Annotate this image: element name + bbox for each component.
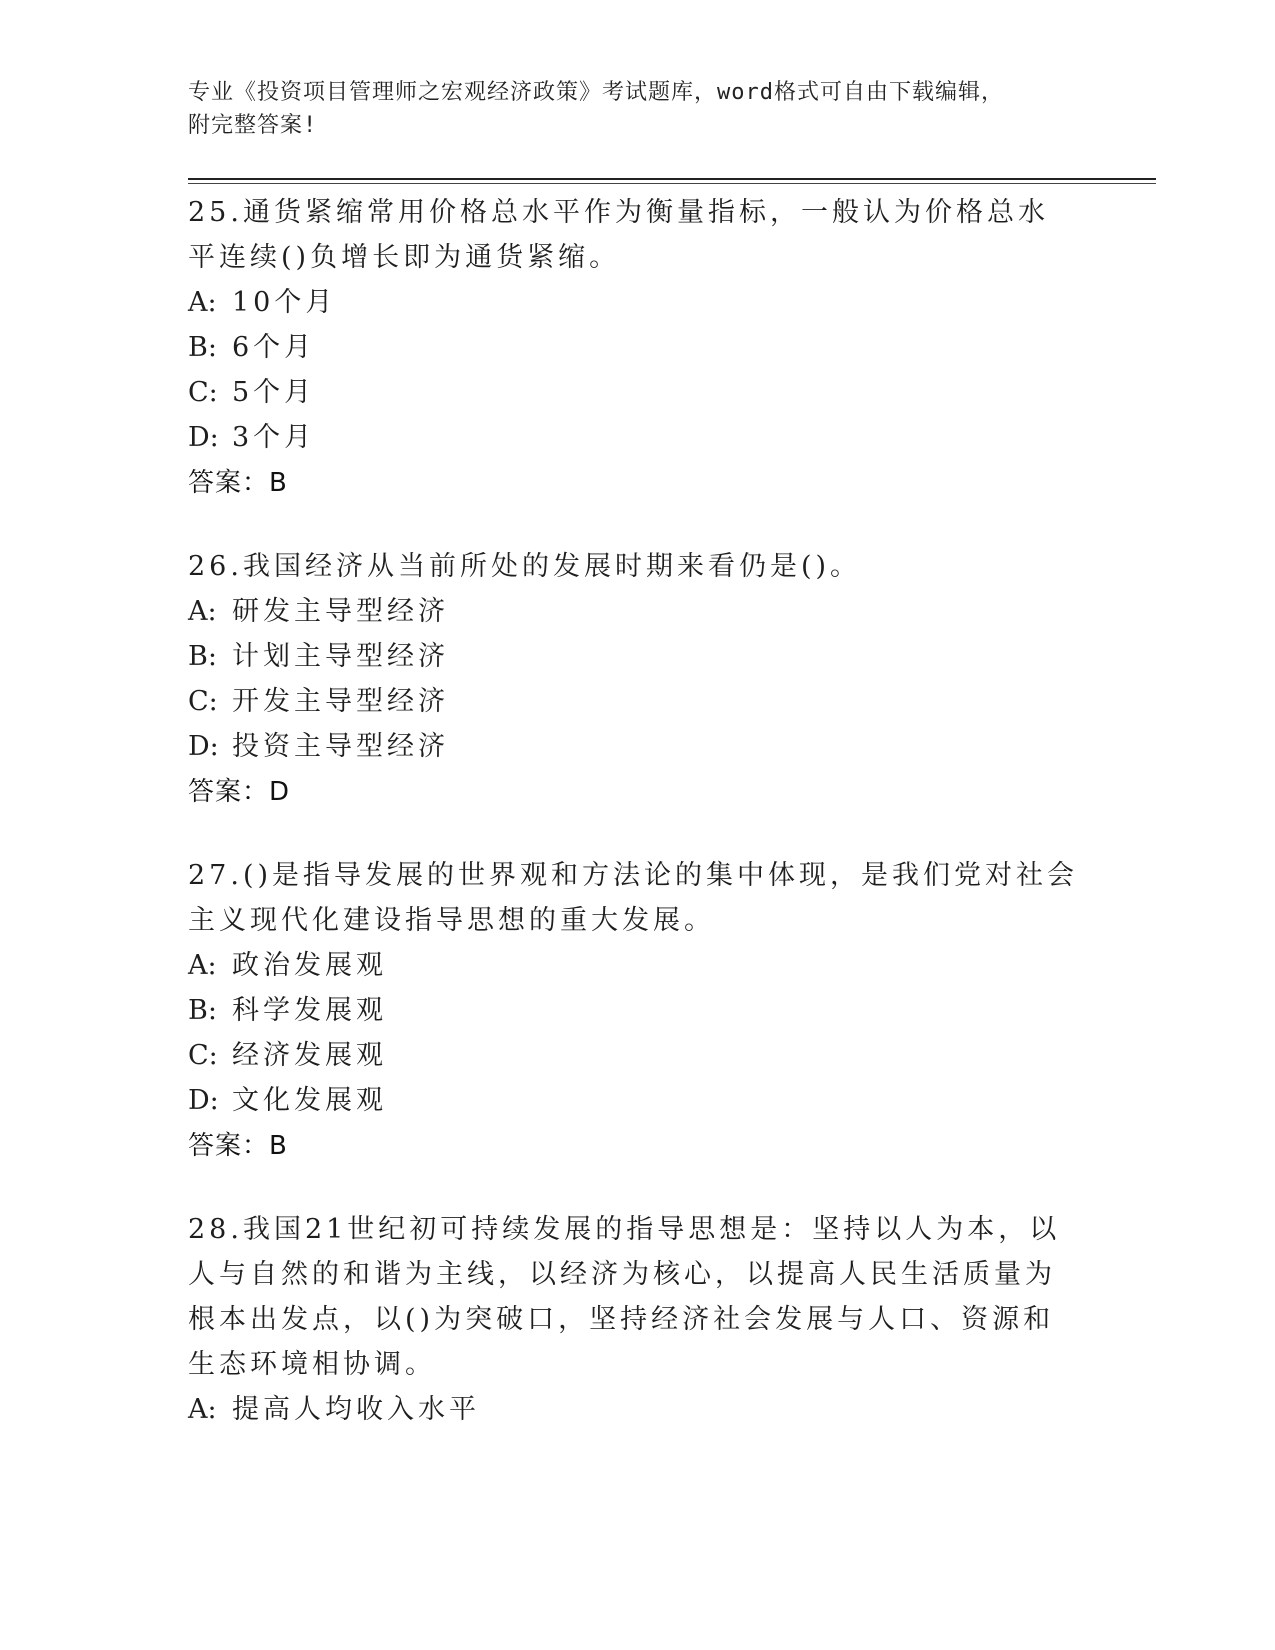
header-line-2: 附完整答案!: [188, 113, 318, 138]
option-text: 经济发展观: [232, 1040, 387, 1071]
option-b: [188, 634, 1088, 679]
option-a: [188, 280, 1088, 325]
option-letter: D:: [188, 422, 219, 453]
option-b: [188, 988, 1088, 1033]
question-stem: 28.我国21世纪初可持续发展的指导思想是：坚持以人为本，以人与自然的和谐为主线，以经济为核心，以提高人民生活质量为根本出发点，以()为突破口，坚持经济社会发展与人口、资源和生态环境相协调。: [188, 1214, 1061, 1380]
option-text: 5个月: [232, 377, 316, 408]
option-d: [188, 415, 1088, 460]
option-letter: C:: [188, 1040, 218, 1071]
option-letter: B:: [188, 641, 217, 672]
option-letter: B:: [188, 995, 217, 1026]
question-stem: 26.我国经济从当前所处的发展时期来看仍是()。: [188, 551, 862, 582]
option-text: 6个月: [232, 332, 316, 363]
header-divider-thick: [188, 178, 1156, 180]
question-26: [188, 544, 1088, 815]
option-d: [188, 1078, 1088, 1123]
option-text: 计划主导型经济: [232, 641, 449, 672]
option-d: [188, 724, 1088, 769]
option-a: [188, 943, 1088, 988]
question-28: [188, 1207, 1088, 1432]
option-a: [188, 1387, 1088, 1432]
question-stem: 25.通货紧缩常用价格总水平作为衡量指标，一般认为价格总水平连续()负增长即为通货紧缩。: [188, 197, 1049, 273]
option-text: 开发主导型经济: [232, 686, 449, 717]
option-c: [188, 679, 1088, 724]
option-letter: C:: [188, 377, 218, 408]
option-c: [188, 1033, 1088, 1078]
question-list: [188, 190, 1088, 1470]
option-c: [188, 370, 1088, 415]
option-text: 研发主导型经济: [232, 596, 449, 627]
option-text: 文化发展观: [232, 1085, 387, 1116]
option-letter: A:: [188, 1394, 217, 1425]
option-letter: D:: [188, 1085, 219, 1116]
option-letter: A:: [188, 950, 217, 981]
option-text: 投资主导型经济: [232, 731, 449, 762]
question-27: [188, 853, 1088, 1169]
header-divider-thin: [188, 183, 1156, 184]
option-a: [188, 589, 1088, 634]
option-b: [188, 325, 1088, 370]
document-header: [188, 76, 1068, 142]
question-stem: 27.()是指导发展的世界观和方法论的集中体现，是我们党对社会主义现代化建设指导思想的重大发展。: [188, 860, 1079, 936]
option-text: 提高人均收入水平: [232, 1394, 480, 1425]
option-text: 10个月: [232, 287, 337, 318]
answer-line: 答案：B: [188, 468, 288, 498]
answer-line: 答案：D: [188, 777, 291, 807]
option-text: 3个月: [232, 422, 316, 453]
option-letter: B:: [188, 332, 217, 363]
option-text: 科学发展观: [232, 995, 387, 1026]
header-line-1: 专业《投资项目管理师之宏观经济政策》考试题库，word格式可自由下载编辑，: [188, 80, 1004, 105]
option-letter: D:: [188, 731, 219, 762]
question-25: [188, 190, 1088, 506]
option-text: 政治发展观: [232, 950, 387, 981]
option-letter: C:: [188, 686, 218, 717]
option-letter: A:: [188, 287, 217, 318]
answer-line: 答案：B: [188, 1131, 288, 1161]
option-letter: A:: [188, 596, 217, 627]
